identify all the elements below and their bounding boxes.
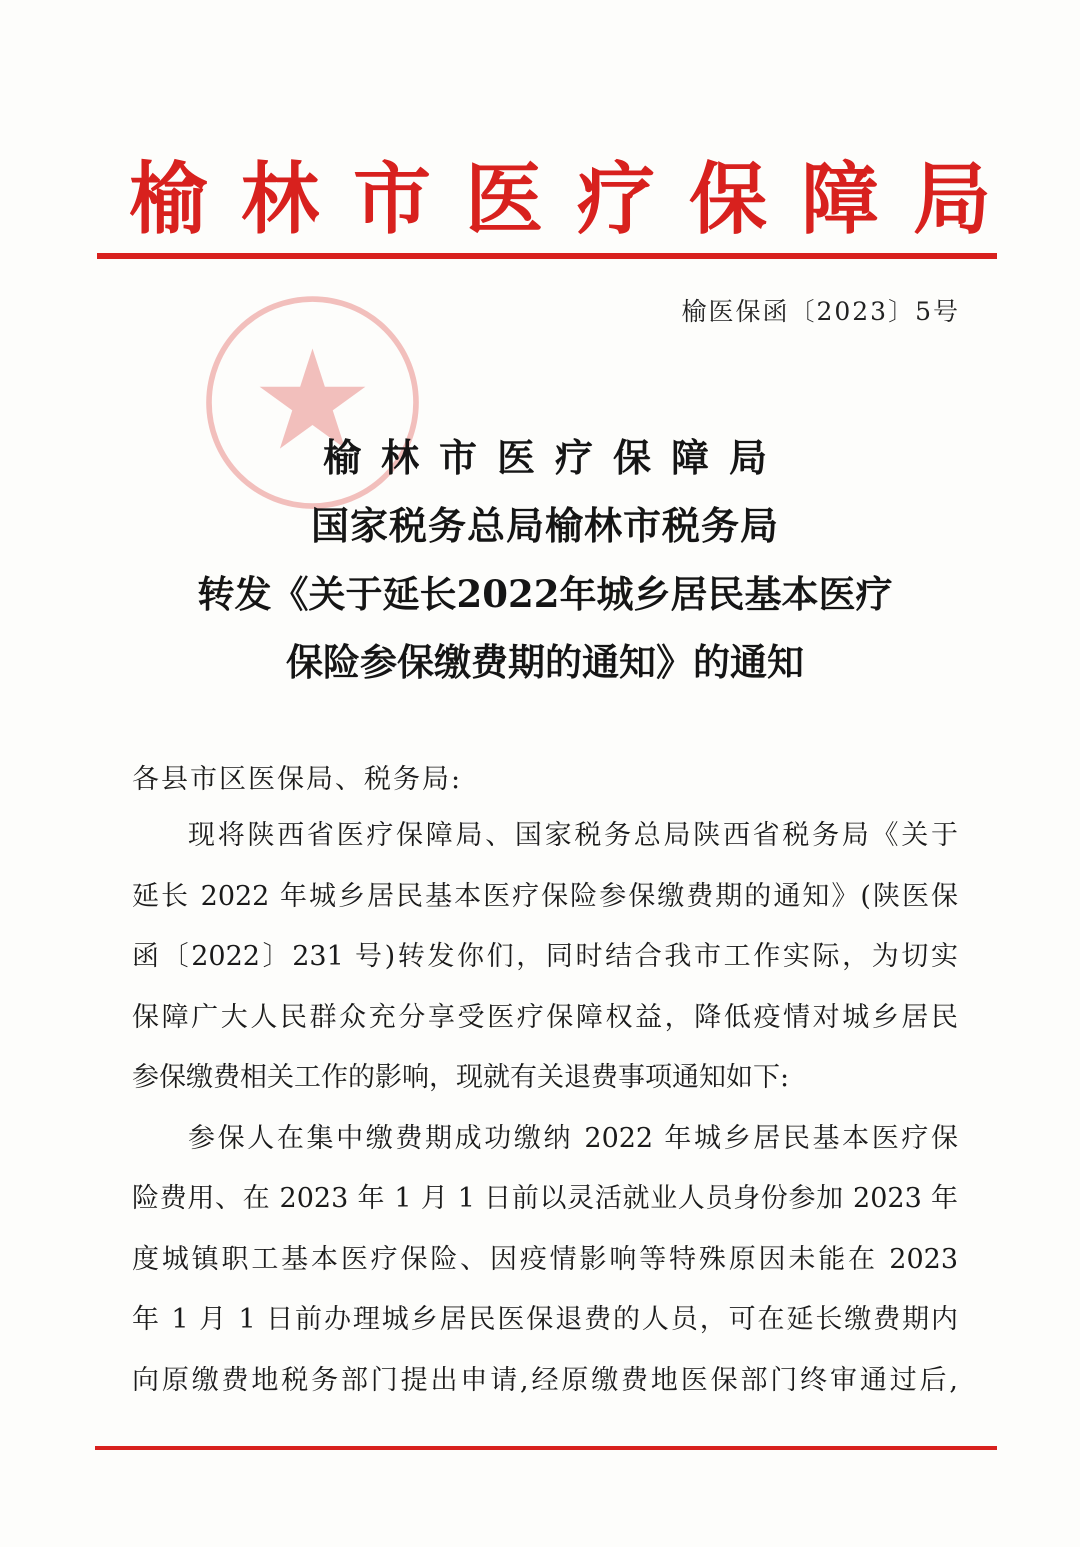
body-line: 现将陕西省医疗保障局、国家税务总局陕西省税务局《关于 xyxy=(188,820,958,851)
title-line-3: 转发《关于延长2022年城乡居民基本医疗 xyxy=(197,572,893,616)
body-line: 保障广大人民群众充分享受医疗保障权益，降低疫情对城乡居民 xyxy=(132,1001,958,1033)
body-line: 向原缴费地税务部门提出申请,经原缴费地医保部门终审通过后, xyxy=(132,1364,958,1396)
body-line: 险费用、在 2023 年 1 月 1 日前以灵活就业人员身份参加 2023 年 xyxy=(132,1183,958,1214)
body-line: 年 1 月 1 日前办理城乡居民医保退费的人员，可在延长缴费期内 xyxy=(132,1304,958,1335)
title-line-1: 榆林市医疗保障局 xyxy=(322,435,787,480)
body-line: 延长 2022 年城乡居民基本医疗保险参保缴费期的通知》(陕医保 xyxy=(132,880,958,912)
footer-red-rule xyxy=(95,1446,997,1450)
document-number: 榆医保函〔2023〕5号 xyxy=(681,297,960,326)
body-line: 度城镇职工基本医疗保险、因疫情影响等特殊原因未能在 2023 xyxy=(132,1243,958,1275)
body-line: 参保缴费相关工作的影响，现就有关退费事项通知如下: xyxy=(132,1062,790,1093)
body-line: 参保人在集中缴费期成功缴纳 2022 年城乡居民基本医疗保 xyxy=(188,1122,958,1154)
title-line-2: 国家税务总局榆林市税务局 xyxy=(310,503,779,548)
salutation: 各县市区医保局、税务局: xyxy=(132,764,463,795)
letterhead-red-rule xyxy=(97,253,997,259)
title-line-4: 保险参保缴费期的通知》的通知 xyxy=(286,640,804,684)
notice-title xyxy=(95,430,995,690)
body-line: 函〔2022〕231 号)转发你们，同时结合我市工作实际，为切实 xyxy=(132,941,958,972)
letterhead-title: 榆林市医疗保障局 xyxy=(129,154,1026,245)
body-text xyxy=(132,806,958,1411)
